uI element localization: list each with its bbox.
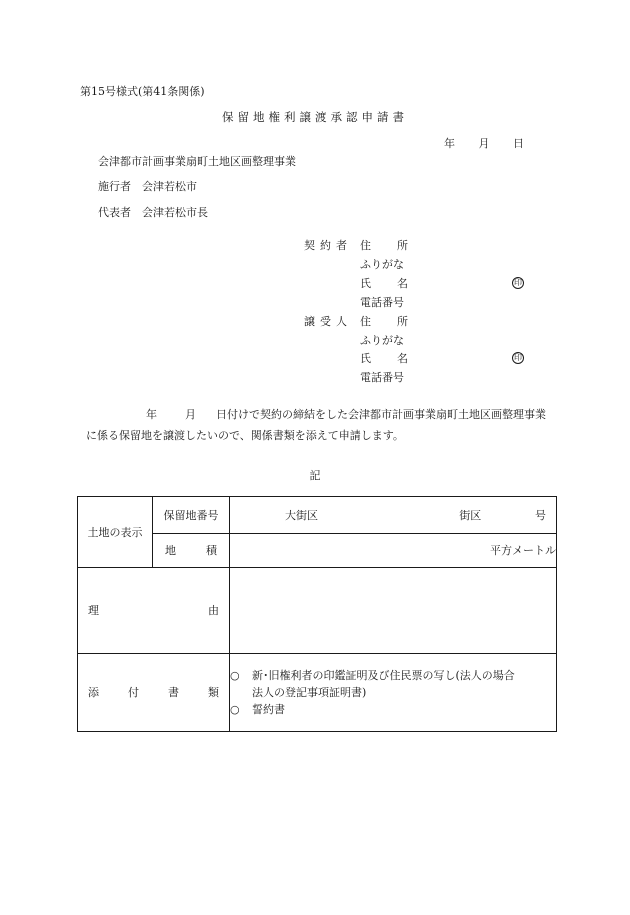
list-item-continuation: 法人の登記事項証明書) — [252, 686, 367, 699]
attachments-label: 添 付 書 類 — [78, 654, 230, 732]
transferee-address-label: 住 所 — [360, 315, 408, 328]
document-title: 保留地権利譲渡承認申請書 — [222, 110, 408, 124]
transferee-phone-label: 電話番号 — [360, 371, 404, 384]
attachments-list — [230, 654, 557, 732]
circle-mark-icon: ○ — [230, 703, 240, 716]
list-item: ○ 新･旧権利者の印鑑証明及び住民票の写し(法人の場合 — [230, 669, 515, 682]
transferee-name-label: 氏 名 — [360, 352, 408, 365]
circle-mark-icon: ○ — [230, 669, 240, 682]
date-year: 年 — [444, 137, 455, 150]
lot-number-label: 保留地番号 — [153, 497, 230, 534]
land-label-cell: 土地の表示 — [78, 497, 153, 568]
table-row — [78, 654, 557, 732]
list-item: ○ 誓約書 — [230, 703, 285, 716]
lot-number-value-cell — [230, 497, 557, 534]
area-label: 地 積 — [153, 534, 230, 568]
contractor-seal-icon: 印 — [514, 278, 522, 287]
date-month: 月 — [478, 137, 490, 150]
reason-value-cell — [230, 568, 557, 654]
ki-heading: 記 — [309, 469, 321, 482]
block-large: 大街区 — [285, 508, 318, 522]
table-row — [78, 497, 557, 534]
addressee-executor: 施行者 会津若松市 — [98, 180, 197, 193]
addressee-representative: 代表者 会津若松市長 — [98, 206, 208, 219]
transferee-role: 譲受人 — [304, 315, 352, 328]
area-unit: 平方メートル — [230, 534, 557, 568]
date-day: 日 — [513, 137, 524, 150]
transferee-furigana-label: ふりがな — [360, 334, 404, 347]
date-line — [444, 138, 524, 149]
contractor-furigana-label: ふりがな — [360, 258, 404, 271]
land-details-table — [77, 496, 557, 732]
block-street: 街区 — [459, 508, 482, 522]
reason-label: 理 由 — [78, 568, 230, 654]
table-row — [78, 568, 557, 654]
form-number: 第15号様式(第41条関係) — [80, 85, 205, 98]
contractor-address-label: 住 所 — [360, 239, 408, 252]
contractor-role: 契約者 — [304, 239, 352, 252]
request-paragraph: 年 月 日付けで契約の締結をした会津都市計画事業扇町土地区画整理事業に係る保留地を譲渡したいので、関係書類を添えて申請します。 — [86, 408, 546, 442]
addressee-project: 会津都市計画事業扇町土地区画整理事業 — [98, 155, 296, 168]
block-number: 号 — [535, 508, 546, 522]
transferee-seal-icon: 印 — [514, 353, 522, 362]
contractor-phone-label: 電話番号 — [360, 296, 404, 309]
contractor-name-label: 氏 名 — [360, 277, 408, 290]
